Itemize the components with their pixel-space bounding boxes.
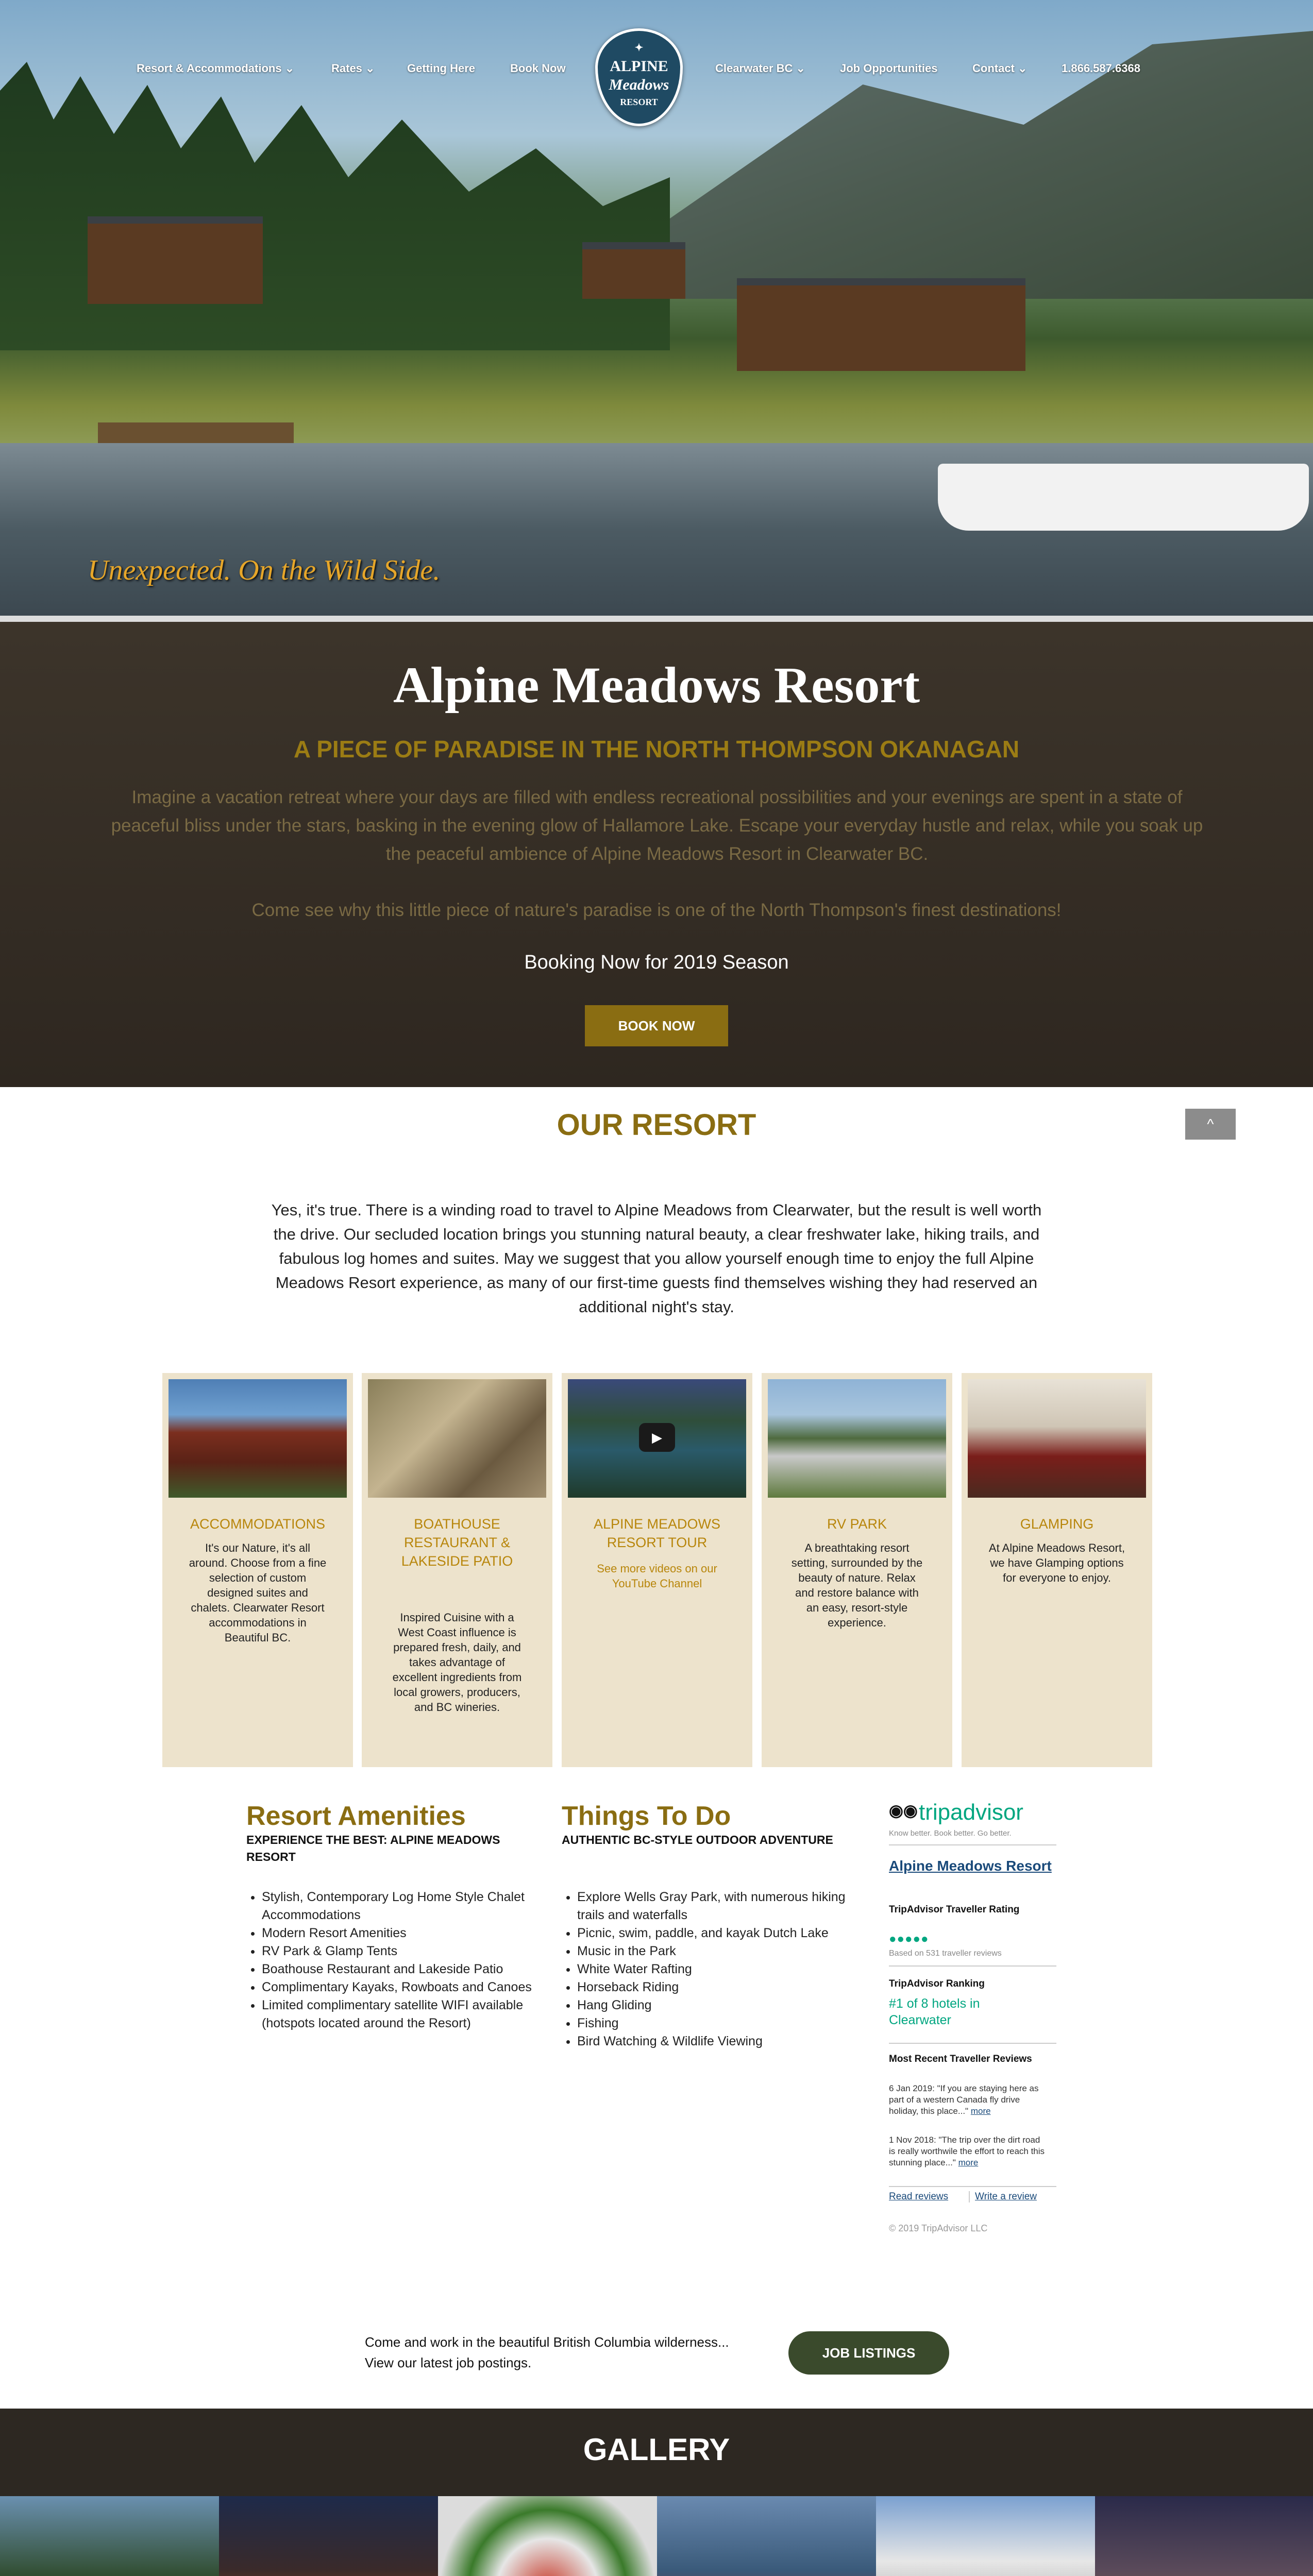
tripadvisor-widget — [889, 1801, 1056, 2295]
intro-paragraph-2: Come see why this little piece of nature's paradise is one of the North Thompson's finest destinations! — [251, 900, 1062, 920]
nav-resort-accommodations[interactable]: Resort & Accommodations ⌄ — [137, 62, 295, 75]
job-listings-button[interactable]: JOB LISTINGS — [788, 2331, 949, 2375]
card-accommodations[interactable] — [162, 1373, 353, 1767]
list-item: • Music in the Park — [577, 1942, 861, 1960]
eagle-icon: ✦ — [634, 42, 644, 54]
gallery-image[interactable] — [876, 2496, 1095, 2576]
nav-rates[interactable]: Rates ⌄ — [331, 62, 375, 75]
ranking-label: TripAdvisor Ranking — [889, 1978, 985, 1989]
rating-label: TripAdvisor Traveller Rating — [889, 1904, 1020, 1915]
intro-section — [0, 616, 1313, 1087]
site-logo[interactable] — [595, 28, 683, 126]
glamping-image — [968, 1379, 1146, 1498]
section-title-our-resort: OUR RESORT — [557, 1108, 756, 1142]
review-snippet: 6 Jan 2019: "If you are staying here as part of a western Canada fly drive holiday, this place..." more — [889, 2083, 1039, 2116]
card-description: Inspired Cuisine with a West Coast influence is prepared fresh, daily, and takes advantage of excellent ingredients from local growers, producers, and BC wineries. — [392, 1611, 522, 1714]
list-item: • Horseback Riding — [577, 1978, 861, 1996]
card-title: BOATHOUSE RESTAURANT & LAKESIDE PATIO — [401, 1516, 513, 1569]
list-item: • Explore Wells Gray Park, with numerous hiking trails and waterfalls — [577, 1888, 861, 1924]
more-link[interactable]: more — [958, 2158, 979, 2167]
logo-text: RESORT — [620, 97, 658, 107]
scroll-top-button[interactable]: ^ — [1185, 1109, 1236, 1140]
boat — [938, 464, 1309, 531]
list-item: • White Water Rafting — [577, 1960, 861, 1978]
hero-tagline: Unexpected. On the Wild Side. — [88, 554, 441, 586]
hero-banner — [0, 0, 1313, 616]
card-title: RV PARK — [827, 1516, 887, 1532]
card-description: A breathtaking resort setting, surrounded by the beauty of nature. Relax and restore balance with an easy, resort-style experience. — [791, 1541, 923, 1629]
nav-phone[interactable]: 1.866.587.6368 — [1062, 62, 1140, 75]
gallery-image[interactable] — [219, 2496, 438, 2576]
cabin — [737, 278, 1025, 371]
nav-contact[interactable]: Contact ⌄ — [972, 62, 1028, 75]
owl-icon: ◉◉ — [889, 1801, 918, 1820]
accommodations-image — [169, 1379, 347, 1498]
card-title: ACCOMMODATIONS — [190, 1516, 325, 1532]
card-title: ALPINE MEADOWS RESORT TOUR — [593, 1516, 721, 1550]
review-count: Based on 531 traveller reviews — [889, 1949, 1002, 1958]
tripadvisor-tagline: Know better. Book better. Go better. — [889, 1829, 1012, 1838]
ranking-value[interactable]: #1 of 8 hotels in Clearwater — [889, 1996, 980, 2027]
chevron-down-icon: ⌄ — [365, 62, 375, 75]
gallery-image[interactable] — [0, 2496, 219, 2576]
card-resort-tour[interactable] — [562, 1373, 752, 1767]
list-item: • Stylish, Contemporary Log Home Style Chalet Accommodations — [262, 1888, 535, 1924]
card-boathouse[interactable] — [362, 1373, 552, 1767]
nav-job-opportunities[interactable]: Job Opportunities — [840, 62, 938, 75]
booking-notice: Booking Now for 2019 Season — [524, 952, 789, 973]
gallery-image[interactable] — [657, 2496, 876, 2576]
amenities-title: Resort Amenities — [246, 1801, 466, 1831]
recent-reviews-label: Most Recent Traveller Reviews — [889, 2054, 1032, 2064]
things-to-do-title: Things To Do — [562, 1801, 731, 1831]
card-description: It's our Nature, it's all around. Choose from a fine selection of custom designed suites and chalets. Clearwater Resort accommodations in Beautiful BC. — [189, 1541, 327, 1644]
list-item: • Boathouse Restaurant and Lakeside Patio — [262, 1960, 535, 1978]
play-icon[interactable]: ▶ — [639, 1423, 675, 1452]
list-item: • Bird Watching & Wildlife Viewing — [577, 2032, 861, 2050]
amenities-list — [246, 1888, 535, 2032]
things-to-do-list — [562, 1888, 861, 2050]
nav-book-now[interactable]: Book Now — [510, 62, 566, 75]
list-item: • Hang Gliding — [577, 1996, 861, 2014]
intro-subtitle: A PIECE OF PARADISE IN THE NORTH THOMPSON OKANAGAN — [293, 736, 1020, 762]
rating-bubbles-icon: ●●●●● — [889, 1932, 929, 1946]
cabin — [582, 242, 685, 299]
write-review-link[interactable]: Write a review — [969, 2191, 1037, 2202]
nav-clearwater-bc[interactable]: Clearwater BC ⌄ — [715, 62, 805, 75]
rv-park-image — [768, 1379, 946, 1498]
page-title: Alpine Meadows Resort — [393, 656, 920, 714]
dock — [98, 422, 294, 443]
review-snippet: 1 Nov 2018: "The trip over the dirt road is really worthwile the effort to reach this stunning place..." more — [889, 2135, 1045, 2167]
cabin — [88, 216, 263, 304]
list-item: • Complimentary Kayaks, Rowboats and Canoes — [262, 1978, 535, 1996]
chevron-down-icon: ⌄ — [796, 62, 805, 75]
logo-text: Meadows — [609, 76, 669, 93]
card-title: GLAMPING — [1020, 1516, 1094, 1532]
forest-bg — [0, 62, 670, 350]
gallery-title: GALLERY — [583, 2432, 730, 2467]
chevron-down-icon: ⌄ — [284, 62, 295, 75]
boathouse-image — [368, 1379, 546, 1498]
card-glamping[interactable] — [962, 1373, 1152, 1767]
youtube-link[interactable]: See more videos on our YouTube Channel — [597, 1562, 717, 1590]
list-item: • Limited complimentary satellite WIFI available (hotspots located around the Resort) — [262, 1996, 535, 2032]
read-reviews-link[interactable]: Read reviews — [889, 2191, 949, 2202]
tripadvisor-logo[interactable]: tripadvisor — [919, 1800, 1023, 1825]
logo-text: ALPINE — [610, 58, 668, 75]
resort-tour-video[interactable] — [568, 1379, 746, 1498]
nav-getting-here[interactable]: Getting Here — [407, 62, 476, 75]
card-description: At Alpine Meadows Resort, we have Glamping options for everyone to enjoy. — [988, 1541, 1125, 1584]
more-link[interactable]: more — [970, 2106, 991, 2116]
jobs-text: Come and work in the beautiful British Columbia wilderness... View our latest job postings. — [365, 2334, 729, 2370]
resort-description: Yes, it's true. There is a winding road to travel to Alpine Meadows from Clearwater, but the result is well worth the drive. Our secluded location brings you stunning natural beauty, a clear freshwater lake, hiking trails, and fabulous log homes and suites. May we suggest that you allow yourself enough time to enjoy the full Alpine Meadows Resort experience, as many of our first-time guests find themselves wishing they had reserved an additional night's stay. — [271, 1201, 1042, 1316]
tripadvisor-hotel-link[interactable]: Alpine Meadows Resort — [889, 1858, 1052, 1874]
gallery-section — [0, 2409, 1313, 2576]
list-item: • Modern Resort Amenities — [262, 1924, 535, 1942]
list-item: • RV Park & Glamp Tents — [262, 1942, 535, 1960]
tripadvisor-copyright: © 2019 TripAdvisor LLC — [889, 2223, 988, 2233]
book-now-button[interactable]: BOOK NOW — [585, 1005, 728, 1046]
card-rv-park[interactable] — [762, 1373, 952, 1767]
chevron-down-icon: ⌄ — [1018, 62, 1028, 75]
amenities-subtitle: EXPERIENCE THE BEST: ALPINE MEADOWS RESORT — [246, 1833, 500, 1863]
intro-paragraph: Imagine a vacation retreat where your days are filled with endless recreational possibilities and your evenings are spent in a state of peaceful bliss under the stars, basking in the evening glow of Hallamore Lake. Escape your everyday hustle and relax, while you soak up the peaceful ambience of Alpine Meadows Resort in Clearwater BC. — [111, 787, 1203, 864]
gallery-image[interactable] — [438, 2496, 657, 2576]
list-item: • Fishing — [577, 2014, 861, 2032]
gallery-image[interactable] — [1095, 2496, 1313, 2576]
list-item: • Picnic, swim, paddle, and kayak Dutch Lake — [577, 1924, 861, 1942]
things-to-do-subtitle: AUTHENTIC BC-STYLE OUTDOOR ADVENTURE — [562, 1833, 833, 1846]
